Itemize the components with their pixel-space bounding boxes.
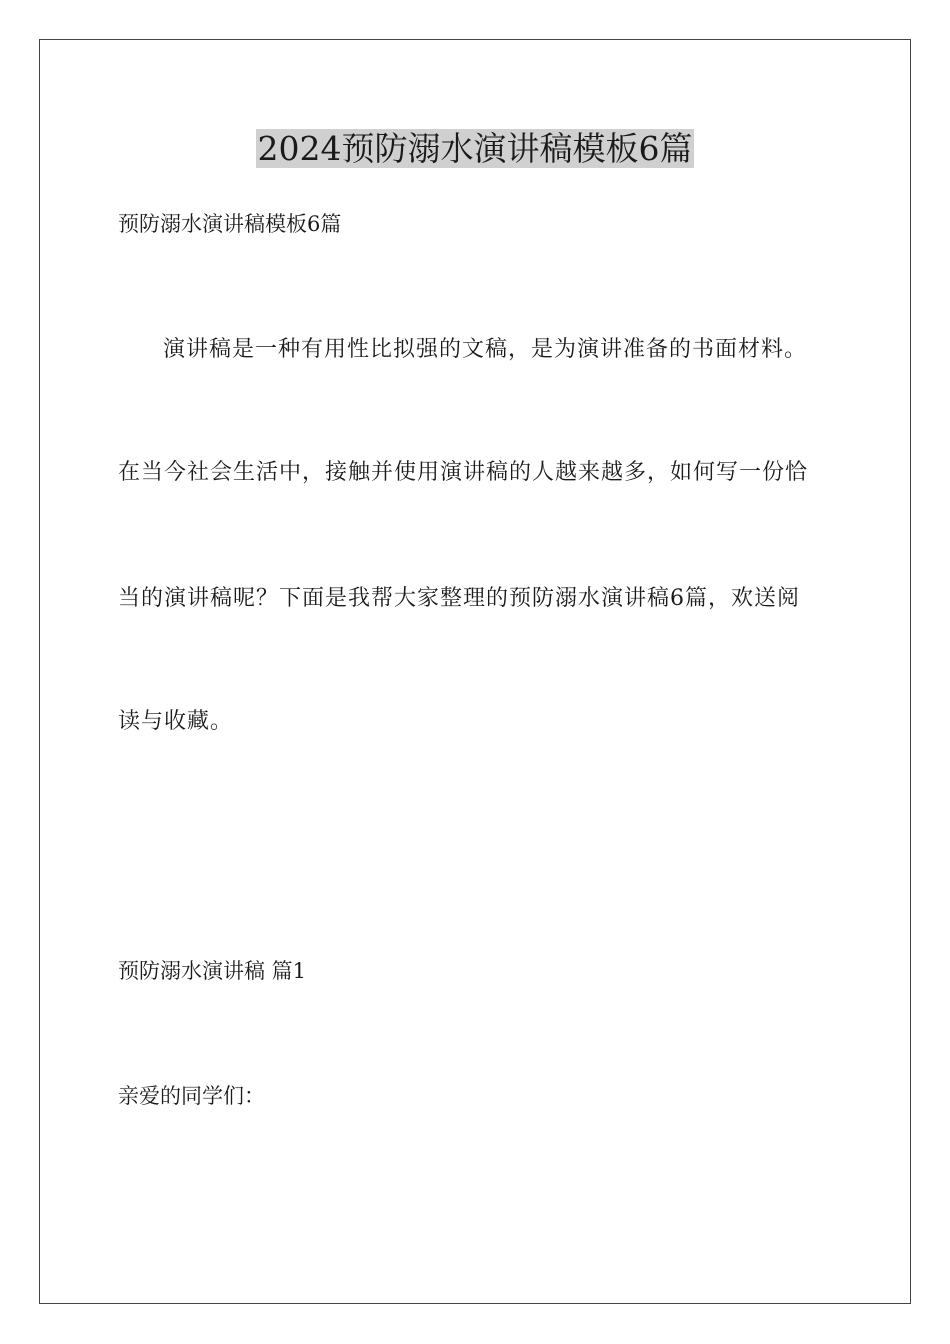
document-title <box>0 128 950 170</box>
greeting-line: 亲爱的同学们： <box>118 1084 265 1108</box>
document-title-text: 2024预防溺水演讲稿模板6篇 <box>257 129 693 168</box>
section-heading: 预防溺水演讲稿 篇1 <box>118 959 307 983</box>
intro-line-3: 当的演讲稿呢？下面是我帮大家整理的预防溺水演讲稿6篇，欢送阅 <box>118 586 800 611</box>
intro-line-1: 演讲稿是一种有用性比拟强的文稿，是为演讲准备的书面材料。 <box>163 337 808 362</box>
intro-line-2: 在当今社会生活中，接触并使用演讲稿的人越来越多，如何写一份恰 <box>118 460 809 485</box>
document-subtitle: 预防溺水演讲稿模板6篇 <box>118 212 342 236</box>
intro-line-4: 读与收藏。 <box>118 709 234 734</box>
